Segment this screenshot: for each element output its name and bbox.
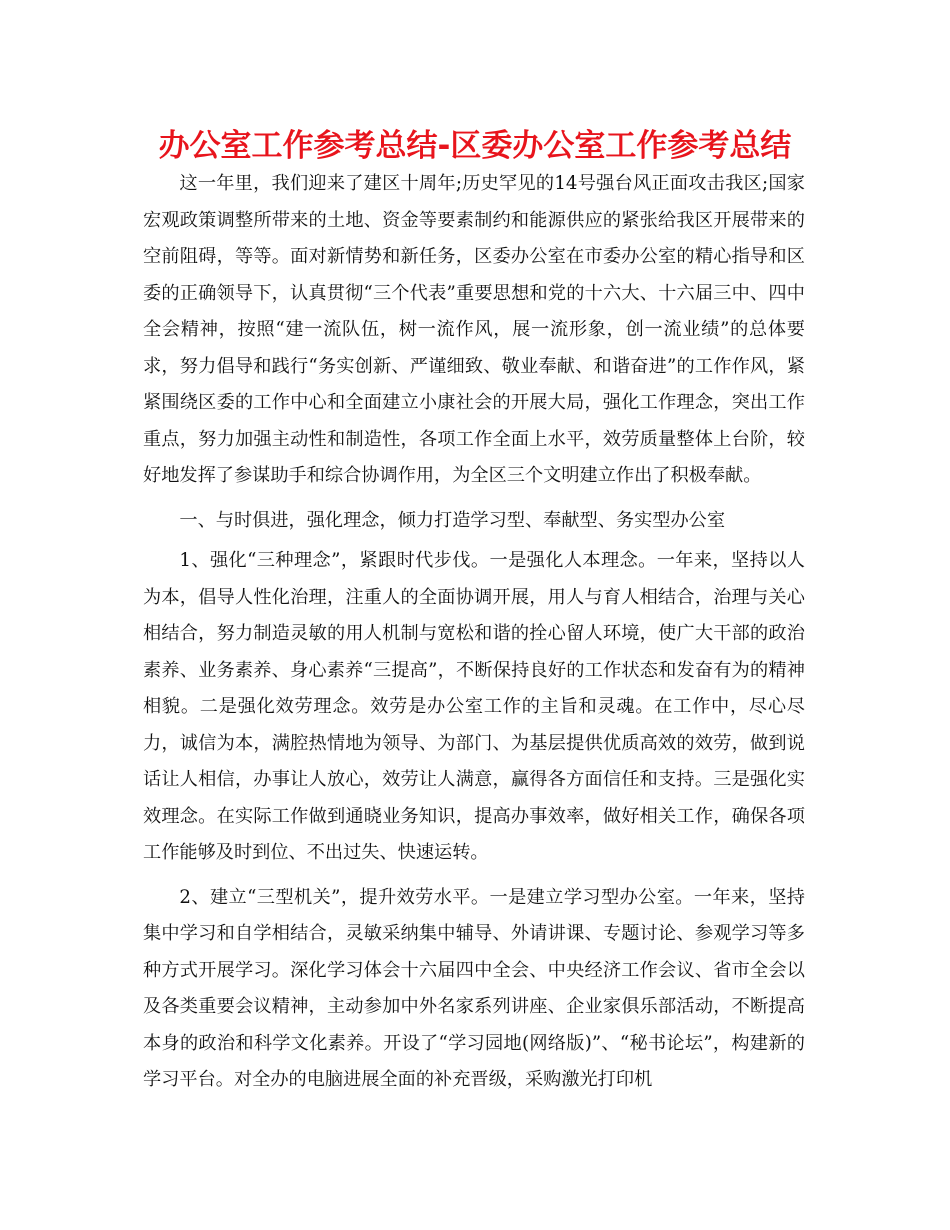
paragraph-three-types: 2、建立“三型机关”，提升效劳水平。一是建立学习型办公室。一年来，坚持集中学习和自学相结合，灵敏采纳集中辅导、外请讲课、专题讨论、参观学习等多种方式开展学习。深化学习体会十六届四中全会、中央经济工作会议、省市全会以及各类重要会议精神，主动参加中外名家系列讲座、企业家俱乐部活动，不断提高本身的政治和科学文化素养。开设了“学习园地(网络版)”、“秘书论坛”，构建新的学习平台。对全办的电脑进展全面的补充晋级，采购激光打印机 bbox=[143, 886, 805, 1090]
section-heading-1: 一、与时俱进，强化理念，倾力打造学习型、奉献型、务实型办公室 bbox=[179, 509, 726, 531]
document-body bbox=[143, 166, 805, 1099]
paragraph-three-concepts: 1、强化“三种理念”，紧跟时代步伐。一是强化人本理念。一年来，坚持以人为本，倡导人性化治理，注重人的全面协调开展，用人与育人相结合，治理与关心相结合，努力制造灵敏的用人机制与宽松和谐的拴心留人环境，使广大干部的政治素养、业务素养、身心素养“三提高”，不断保持良好的工作状态和发奋有为的精神相貌。二是强化效劳理念。效劳是办公室工作的主旨和灵魂。在工作中，尽心尽力，诚信为本，满腔热情地为领导、为部门、为基层提供优质高效的效劳，做到说话让人相信，办事让人放心，效劳让人满意，赢得各方面信任和支持。三是强化实效理念。在实际工作做到通晓业务知识，提高办事效率，做好相关工作，确保各项工作能够及时到位、不出过失、快速运转。 bbox=[143, 550, 805, 863]
document-title: 办公室工作参考总结-区委办公室工作参考总结 bbox=[158, 128, 792, 164]
paragraph-intro: 这一年里，我们迎来了建区十周年;历史罕见的14号强台风正面攻击我区;国家宏观政策调整所带来的土地、资金等要素制约和能源供应的紧张给我区开展带来的空前阻碍，等等。面对新情势和新任务，区委办公室在市委办公室的精心指导和区委的正确领导下，认真贯彻“三个代表”重要思想和党的十六大、十六届三中、四中全会精神，按照“建一流队伍，树一流作风，展一流形象，创一流业绩”的总体要求，努力倡导和践行“务实创新、严谨细致、敬业奉献、和谐奋进”的工作作风，紧紧围绕区委的工作中心和全面建立小康社会的开展大局，强化工作理念，突出工作重点，努力加强主动性和制造性，各项工作全面上水平，效劳质量整体上台阶，较好地发挥了参谋助手和综合协调作用，为全区三个文明建立作出了积极奉献。 bbox=[143, 173, 805, 486]
